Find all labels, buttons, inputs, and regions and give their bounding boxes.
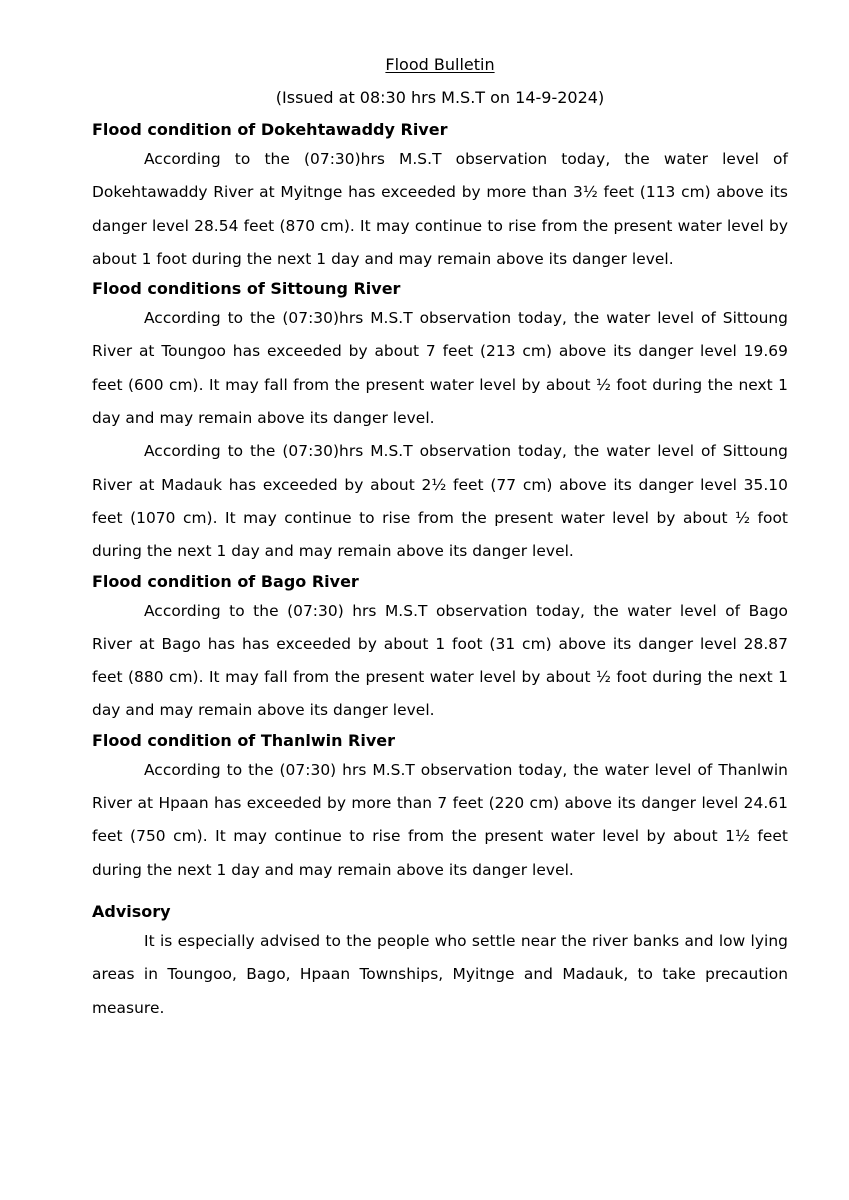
section-paragraph: According to the (07:30)hrs M.S.T observation today, the water level of Sittoung River at Toungoo has exceeded by about 7 feet (213 cm) above its danger level 19.69 feet (600 cm). It may fall from the present water level by about ½ foot during the next 1 day and may remain above its danger level. bbox=[92, 309, 788, 428]
bulletin-body bbox=[92, 117, 788, 1025]
section-bago bbox=[92, 569, 788, 728]
section-heading: Flood condition of Thanlwin River bbox=[92, 730, 396, 750]
section-paragraph: According to the (07:30)hrs M.S.T observation today, the water level of Dokehtawaddy River at Myitnge has exceeded by more than 3½ feet (113 cm) above its danger level 28.54 feet (870 cm). It may continue to rise from the present water level by about 1 foot during the next 1 day and may remain above its danger level. bbox=[92, 150, 788, 268]
section-paragraph: According to the (07:30) hrs M.S.T observation today, the water level of Thanlwin River at Hpaan has exceeded by more than 7 feet (220 cm) above its danger level 24.61 feet (750 cm). It may continue to rise from the present water level by about 1½ feet during the next 1 day and may remain above its danger level. bbox=[92, 760, 788, 879]
issued-timestamp: (Issued at 08:30 hrs M.S.T on 14-9-2024) bbox=[275, 88, 605, 107]
section-paragraph: According to the (07:30) hrs M.S.T observation today, the water level of Bago River at Bago has has exceeded by about 1 foot (31 cm) above its danger level 28.87 feet (880 cm). It may fall from the present water level by about ½ foot during the next 1 day and may remain above its danger level. bbox=[92, 601, 788, 720]
section-paragraph: It is especially advised to the people who settle near the river banks and low lying areas in Toungoo, Bago, Hpaan Townships, Myitnge and Madauk, to take precaution measure. bbox=[92, 931, 788, 1017]
section-dokehtawaddy bbox=[92, 117, 788, 276]
spacer bbox=[92, 887, 788, 899]
section-heading: Flood condition of Bago River bbox=[92, 571, 359, 591]
document-title: Flood Bulletin bbox=[385, 55, 495, 74]
section-paragraph: According to the (07:30)hrs M.S.T observation today, the water level of Sittoung River at Madauk has exceeded by about 2½ feet (77 cm) above its danger level 35.10 feet (1070 cm). It may continue to rise from the present water level by about ½ foot during the next 1 day and may remain above its danger level. bbox=[92, 442, 788, 561]
section-heading: Advisory bbox=[92, 901, 171, 921]
section-heading: Flood conditions of Sittoung River bbox=[92, 279, 401, 299]
section-advisory bbox=[92, 899, 788, 1025]
section-sittoung bbox=[92, 276, 788, 568]
section-thanlwin bbox=[92, 728, 788, 887]
section-heading: Flood condition of Dokehtawaddy River bbox=[92, 120, 448, 139]
